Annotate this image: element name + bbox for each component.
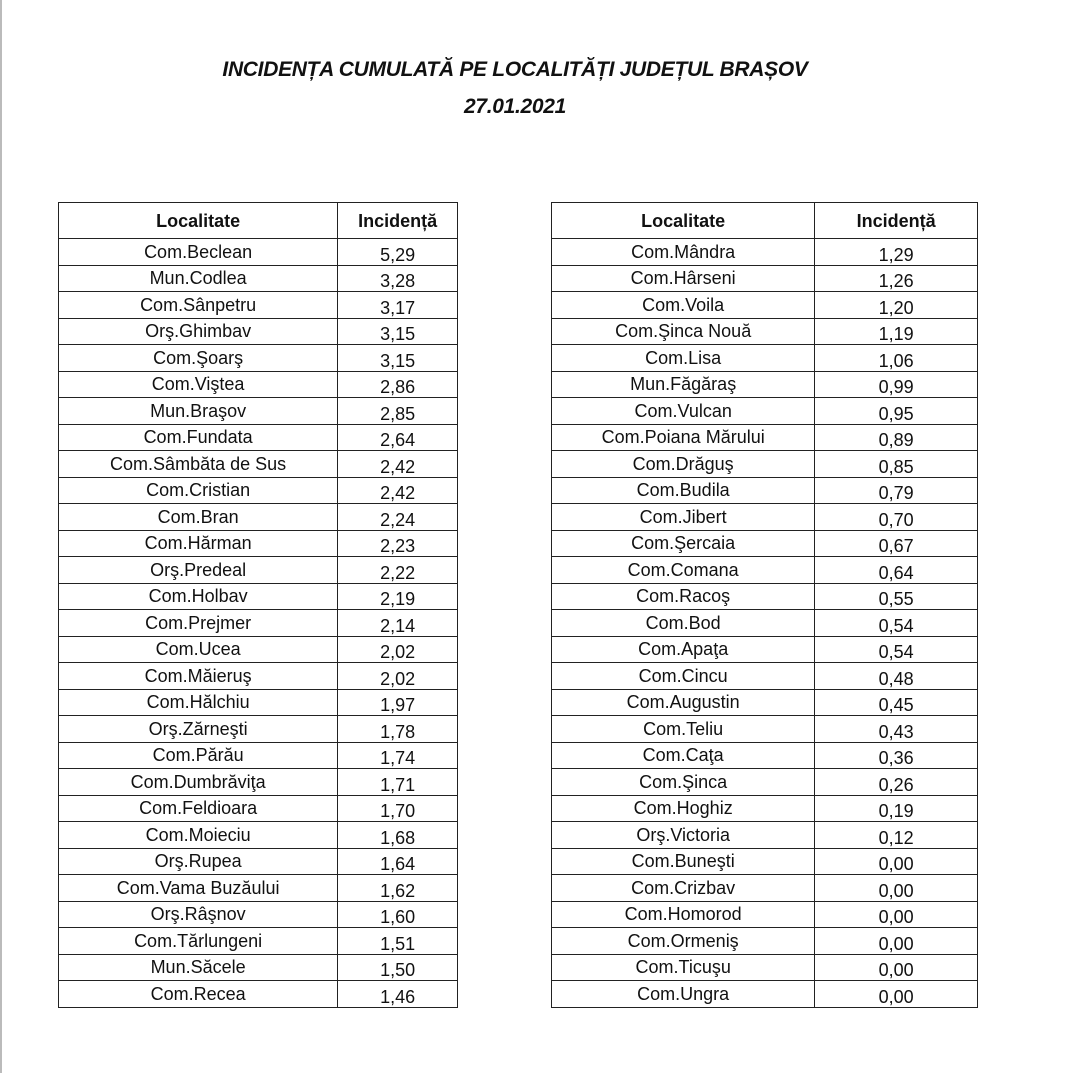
table-row (59, 954, 458, 981)
table-row (552, 451, 978, 478)
incidence-cell: 3,15 (338, 345, 458, 372)
locality-cell: Com.Moieciu (59, 822, 338, 849)
table-row (59, 636, 458, 663)
table-row (552, 954, 978, 981)
table-row (552, 928, 978, 955)
locality-cell: Com.Hârseni (552, 265, 815, 292)
incidence-cell: 0,43 (815, 716, 978, 743)
table-row (552, 557, 978, 584)
locality-cell: Orş.Predeal (59, 557, 338, 584)
incidence-cell: 1,20 (815, 292, 978, 319)
locality-cell: Com.Dumbrăviţa (59, 769, 338, 796)
table-row (552, 583, 978, 610)
locality-cell: Com.Poiana Mărului (552, 424, 815, 451)
incidence-cell: 0,00 (815, 954, 978, 981)
incidence-cell: 1,71 (338, 769, 458, 796)
table-row (552, 981, 978, 1008)
locality-cell: Com.Ticuşu (552, 954, 815, 981)
locality-cell: Orş.Ghimbav (59, 318, 338, 345)
table-row (552, 795, 978, 822)
incidence-cell: 3,15 (338, 318, 458, 345)
locality-cell: Com.Hărman (59, 530, 338, 557)
incidence-cell: 2,02 (338, 663, 458, 690)
locality-cell: Com.Recea (59, 981, 338, 1008)
locality-cell: Com.Budila (552, 477, 815, 504)
locality-cell: Com.Ucea (59, 636, 338, 663)
incidence-cell: 2,23 (338, 530, 458, 557)
incidence-cell: 3,28 (338, 265, 458, 292)
incidence-cell: 1,60 (338, 901, 458, 928)
table-row (552, 663, 978, 690)
incidence-cell: 2,42 (338, 477, 458, 504)
incidence-cell: 5,29 (338, 239, 458, 266)
incidence-cell: 2,22 (338, 557, 458, 584)
locality-cell: Com.Părău (59, 742, 338, 769)
locality-cell: Com.Homorod (552, 901, 815, 928)
table-row (59, 292, 458, 319)
table-row (552, 716, 978, 743)
incidence-cell: 1,62 (338, 875, 458, 902)
incidence-cell: 0,12 (815, 822, 978, 849)
locality-cell: Com.Lisa (552, 345, 815, 372)
incidence-cell: 0,70 (815, 504, 978, 531)
locality-cell: Mun.Săcele (59, 954, 338, 981)
table-row (59, 239, 458, 266)
table-row (552, 636, 978, 663)
table-row (59, 901, 458, 928)
table-row (552, 371, 978, 398)
incidence-cell: 0,36 (815, 742, 978, 769)
locality-cell: Com.Apaţa (552, 636, 815, 663)
table-row (59, 557, 458, 584)
column-header-incidence: Incidență (815, 203, 978, 239)
page-edge (0, 0, 2, 1073)
table-row (59, 424, 458, 451)
column-header-locality: Localitate (59, 203, 338, 239)
table-row (552, 292, 978, 319)
incidence-cell: 0,00 (815, 928, 978, 955)
incidence-cell: 0,00 (815, 848, 978, 875)
locality-cell: Com.Racoş (552, 583, 815, 610)
locality-cell: Com.Feldioara (59, 795, 338, 822)
locality-cell: Com.Şinca (552, 769, 815, 796)
table-row (59, 583, 458, 610)
locality-cell: Com.Viştea (59, 371, 338, 398)
locality-cell: Com.Sâmbăta de Sus (59, 451, 338, 478)
incidence-cell: 0,79 (815, 477, 978, 504)
locality-cell: Mun.Braşov (59, 398, 338, 425)
incidence-cell: 1,26 (815, 265, 978, 292)
locality-cell: Com.Teliu (552, 716, 815, 743)
incidence-cell: 0,89 (815, 424, 978, 451)
incidence-cell: 1,78 (338, 716, 458, 743)
table-row (59, 504, 458, 531)
locality-cell: Com.Cincu (552, 663, 815, 690)
locality-cell: Com.Şoarş (59, 345, 338, 372)
incidence-cell: 0,00 (815, 981, 978, 1008)
incidence-cell: 0,19 (815, 795, 978, 822)
table-row (552, 424, 978, 451)
locality-cell: Com.Crizbav (552, 875, 815, 902)
locality-cell: Com.Cristian (59, 477, 338, 504)
locality-cell: Com.Fundata (59, 424, 338, 451)
locality-cell: Orş.Rupea (59, 848, 338, 875)
incidence-cell: 0,55 (815, 583, 978, 610)
locality-cell: Com.Hălchiu (59, 689, 338, 716)
table-row (552, 769, 978, 796)
table-row (59, 981, 458, 1008)
table-row (552, 742, 978, 769)
incidence-cell: 0,45 (815, 689, 978, 716)
incidence-cell: 2,86 (338, 371, 458, 398)
table-row (59, 610, 458, 637)
locality-cell: Orş.Râşnov (59, 901, 338, 928)
column-header-locality: Localitate (552, 203, 815, 239)
locality-cell: Mun.Făgăraş (552, 371, 815, 398)
locality-cell: Com.Caţa (552, 742, 815, 769)
table-row (59, 716, 458, 743)
incidence-cell: 0,85 (815, 451, 978, 478)
locality-cell: Orş.Zărneşti (59, 716, 338, 743)
table-row (59, 663, 458, 690)
incidence-cell: 0,00 (815, 875, 978, 902)
locality-cell: Com.Vama Buzăului (59, 875, 338, 902)
table-row (552, 239, 978, 266)
locality-cell: Com.Măieruş (59, 663, 338, 690)
incidence-cell: 2,42 (338, 451, 458, 478)
incidence-cell: 1,19 (815, 318, 978, 345)
incidence-cell: 2,24 (338, 504, 458, 531)
document-title: INCIDENȚA CUMULATĂ PE LOCALITĂȚI JUDEȚUL BRAȘOV (222, 58, 808, 81)
incidence-table-right (551, 202, 978, 1008)
incidence-cell: 1,06 (815, 345, 978, 372)
table-row (552, 530, 978, 557)
incidence-cell: 1,51 (338, 928, 458, 955)
locality-cell: Com.Voila (552, 292, 815, 319)
incidence-cell: 0,67 (815, 530, 978, 557)
incidence-cell: 2,19 (338, 583, 458, 610)
table-row (59, 530, 458, 557)
table-row (552, 848, 978, 875)
incidence-cell: 1,68 (338, 822, 458, 849)
locality-cell: Orş.Victoria (552, 822, 815, 849)
table-row (552, 504, 978, 531)
locality-cell: Com.Comana (552, 557, 815, 584)
table-row (59, 451, 458, 478)
incidence-cell: 1,74 (338, 742, 458, 769)
incidence-cell: 0,99 (815, 371, 978, 398)
locality-cell: Com.Buneşti (552, 848, 815, 875)
table-row (59, 769, 458, 796)
locality-cell: Com.Vulcan (552, 398, 815, 425)
locality-cell: Com.Drăguş (552, 451, 815, 478)
incidence-cell: 0,48 (815, 663, 978, 690)
incidence-cell: 0,95 (815, 398, 978, 425)
table-row (59, 318, 458, 345)
incidence-cell: 0,54 (815, 610, 978, 637)
table-row (552, 689, 978, 716)
table-header-row (59, 203, 458, 239)
locality-cell: Com.Şercaia (552, 530, 815, 557)
locality-cell: Com.Bod (552, 610, 815, 637)
table-row (552, 345, 978, 372)
incidence-cell: 3,17 (338, 292, 458, 319)
incidence-cell: 2,64 (338, 424, 458, 451)
incidence-cell: 2,85 (338, 398, 458, 425)
incidence-cell: 0,64 (815, 557, 978, 584)
table-row (552, 265, 978, 292)
incidence-cell: 1,70 (338, 795, 458, 822)
incidence-cell: 1,64 (338, 848, 458, 875)
incidence-cell: 2,14 (338, 610, 458, 637)
table-row (59, 928, 458, 955)
locality-cell: Com.Bran (59, 504, 338, 531)
table-row (59, 795, 458, 822)
locality-cell: Mun.Codlea (59, 265, 338, 292)
table-row (59, 477, 458, 504)
table-row (59, 822, 458, 849)
table-row (552, 318, 978, 345)
table-row (552, 610, 978, 637)
table-row (59, 345, 458, 372)
incidence-cell: 0,26 (815, 769, 978, 796)
incidence-cell: 1,97 (338, 689, 458, 716)
column-header-incidence: Incidență (338, 203, 458, 239)
locality-cell: Com.Augustin (552, 689, 815, 716)
locality-cell: Com.Sânpetru (59, 292, 338, 319)
incidence-cell: 1,29 (815, 239, 978, 266)
locality-cell: Com.Holbav (59, 583, 338, 610)
table-row (552, 875, 978, 902)
locality-cell: Com.Tărlungeni (59, 928, 338, 955)
table-row (59, 689, 458, 716)
table-row (552, 901, 978, 928)
locality-cell: Com.Hoghiz (552, 795, 815, 822)
locality-cell: Com.Şinca Nouă (552, 318, 815, 345)
table-row (59, 398, 458, 425)
table-row (59, 875, 458, 902)
locality-cell: Com.Mândra (552, 239, 815, 266)
table-row (59, 848, 458, 875)
incidence-table-left (58, 202, 458, 1008)
table-row (552, 477, 978, 504)
table-row (552, 398, 978, 425)
incidence-cell: 2,02 (338, 636, 458, 663)
incidence-cell: 0,54 (815, 636, 978, 663)
locality-cell: Com.Ungra (552, 981, 815, 1008)
table-row (59, 371, 458, 398)
locality-cell: Com.Beclean (59, 239, 338, 266)
incidence-cell: 0,00 (815, 901, 978, 928)
table-row (59, 265, 458, 292)
incidence-cell: 1,46 (338, 981, 458, 1008)
locality-cell: Com.Prejmer (59, 610, 338, 637)
locality-cell: Com.Jibert (552, 504, 815, 531)
table-row (59, 742, 458, 769)
table-header-row (552, 203, 978, 239)
incidence-cell: 1,50 (338, 954, 458, 981)
locality-cell: Com.Ormeniş (552, 928, 815, 955)
table-row (552, 822, 978, 849)
document-date: 27.01.2021 (463, 95, 567, 118)
